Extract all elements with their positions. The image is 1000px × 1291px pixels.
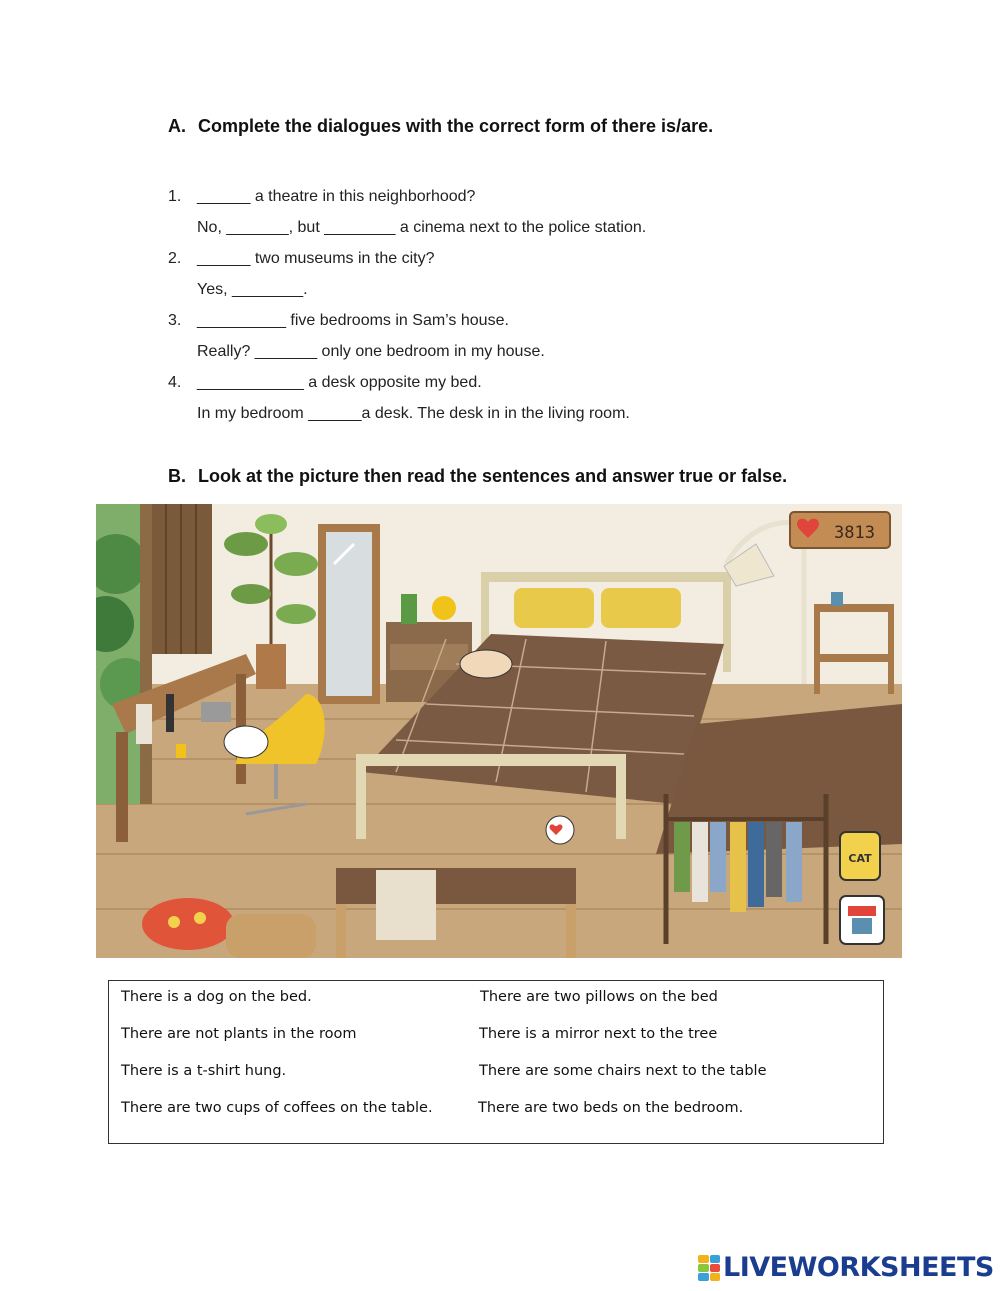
statement-left-3: There is a t-shirt hung.	[121, 1063, 287, 1079]
statement-right-3: There are some chairs next to the table	[479, 1063, 767, 1079]
question-1-line-2: No, _______, but ________ a cinema next to the police station.	[197, 219, 647, 236]
question-4-line-2: In my bedroom ______a desk. The desk in in the living room.	[197, 405, 630, 422]
question-4-number: 4.	[168, 374, 182, 391]
question-3-line-1: __________ five bedrooms in Sam’s house.	[197, 312, 509, 329]
score-sign	[790, 512, 890, 548]
section-b-heading	[168, 466, 787, 487]
liveworksheets-logo	[698, 1252, 994, 1283]
cat-sign	[840, 832, 880, 880]
statement-left-1: There is a dog on the bed.	[121, 989, 312, 1005]
question-1-number: 1.	[168, 188, 182, 205]
statement-right-2: There is a mirror next to the tree	[479, 1026, 718, 1042]
statement-left-4: There are two cups of coffees on the table.	[121, 1100, 433, 1116]
question-1-line-1: ______ a theatre in this neighborhood?	[197, 188, 476, 205]
section-a-heading	[168, 116, 713, 137]
logo-grid-icon	[698, 1255, 720, 1281]
question-2-number: 2.	[168, 250, 182, 267]
statement-right-4: There are two beds on the bedroom.	[478, 1100, 744, 1116]
section-a-letter: A.	[168, 116, 186, 136]
question-4-line-1: ____________ a desk opposite my bed.	[197, 374, 482, 391]
question-3-number: 3.	[168, 312, 182, 329]
question-2-line-2: Yes, ________.	[197, 281, 308, 298]
question-2-line-1: ______ two museums in the city?	[197, 250, 435, 267]
statements-box	[108, 980, 884, 1144]
cat-sign-text: CAT	[848, 852, 872, 865]
section-b-letter: B.	[168, 466, 186, 486]
section-a-title: Complete the dialogues with the correct form of there is/are.	[198, 116, 714, 136]
mirror	[318, 524, 380, 704]
shop-icon	[840, 896, 884, 944]
score-text: 3813	[834, 523, 875, 543]
logo-text: LIVEWORKSHEETS	[723, 1252, 994, 1283]
bedroom-illustration	[96, 504, 902, 958]
statement-right-1: There are two pillows on the bed	[480, 989, 718, 1005]
section-b-title: Look at the picture then read the sentences and answer true or false.	[198, 466, 788, 486]
question-3-line-2: Really? _______ only one bedroom in my house.	[197, 343, 545, 360]
statement-left-2: There are not plants in the room	[121, 1026, 357, 1042]
